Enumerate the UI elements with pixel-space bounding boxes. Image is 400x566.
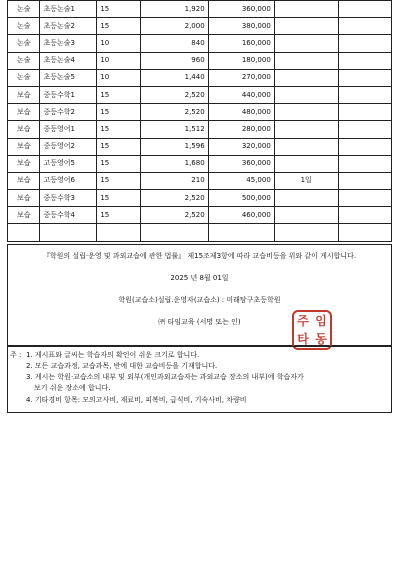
cell-hours: 210 xyxy=(141,172,208,189)
cell-course-type: 보습 xyxy=(8,86,40,103)
table-row xyxy=(8,155,392,172)
cell-hours: 840 xyxy=(141,35,208,52)
cell-period: 15 xyxy=(97,190,141,207)
cell-subject: 중등수학4 xyxy=(40,207,97,224)
table-row xyxy=(8,121,392,138)
seal-char: 동 xyxy=(315,332,327,346)
fee-table xyxy=(7,0,392,242)
cell-note xyxy=(274,69,338,86)
seal-stamp xyxy=(292,310,332,350)
cell-course-type: 논술 xyxy=(8,52,40,69)
cell-hours: 1,596 xyxy=(141,138,208,155)
cell-subject: 초등논술1 xyxy=(40,1,97,18)
cell-period: 15 xyxy=(97,86,141,103)
cell-fee: 160,000 xyxy=(208,35,274,52)
cell-note: 1일 xyxy=(274,172,338,189)
cell-subject: 고등영어5 xyxy=(40,155,97,172)
cell-period: 15 xyxy=(97,138,141,155)
cell-hours: 1,680 xyxy=(141,155,208,172)
cell-extra xyxy=(338,18,391,35)
cell-course-type: 보습 xyxy=(8,172,40,189)
cell-period: 15 xyxy=(97,121,141,138)
seal-char: 임 xyxy=(315,314,327,328)
cell-period: 15 xyxy=(97,155,141,172)
cell-course-type: 보습 xyxy=(8,138,40,155)
table-row xyxy=(8,104,392,121)
cell-fee xyxy=(208,224,274,241)
cell-fee: 360,000 xyxy=(208,155,274,172)
cell-note xyxy=(274,18,338,35)
table-row xyxy=(8,172,392,189)
cell-course-type xyxy=(8,224,40,241)
notes-box xyxy=(7,346,392,413)
cell-extra xyxy=(338,69,391,86)
note-item: 2. 모든 교습과정, 교습과목, 반에 대한 교습비등을 기재합니다. xyxy=(26,362,218,370)
cell-fee: 480,000 xyxy=(208,104,274,121)
cell-course-type: 보습 xyxy=(8,190,40,207)
cell-hours: 2,520 xyxy=(141,104,208,121)
cell-note xyxy=(274,138,338,155)
cell-extra xyxy=(338,207,391,224)
table-row xyxy=(8,18,392,35)
cell-period: 10 xyxy=(97,69,141,86)
cell-hours: 2,520 xyxy=(141,86,208,103)
posting-date: 2025 년 8월 01일 xyxy=(170,274,229,282)
note-item: 보기 쉬운 장소에 합니다. xyxy=(34,384,111,392)
note-item: 3. 게시는 학원·교습소의 내부 및 외부(개인과외교습자는 과외교습 장소의 내부)에 학습자가 xyxy=(26,373,304,381)
cell-fee: 180,000 xyxy=(208,52,274,69)
academy-operator: 학원(교습소)설립.운영자(교습소) : 미래탐구초등학원 xyxy=(118,296,281,304)
cell-note xyxy=(274,35,338,52)
cell-subject: 중등영어1 xyxy=(40,121,97,138)
cell-hours: 2,520 xyxy=(141,207,208,224)
cell-extra xyxy=(338,86,391,103)
cell-extra xyxy=(338,224,391,241)
cell-hours: 2,520 xyxy=(141,190,208,207)
cell-fee: 45,000 xyxy=(208,172,274,189)
cell-extra xyxy=(338,121,391,138)
cell-fee: 380,000 xyxy=(208,18,274,35)
cell-fee: 320,000 xyxy=(208,138,274,155)
cell-subject: 중등수학2 xyxy=(40,104,97,121)
cell-note xyxy=(274,52,338,69)
cell-extra xyxy=(338,35,391,52)
cell-extra xyxy=(338,104,391,121)
cell-period: 15 xyxy=(97,172,141,189)
cell-note xyxy=(274,190,338,207)
cell-course-type: 논술 xyxy=(8,1,40,18)
cell-subject: 초등논술3 xyxy=(40,35,97,52)
cell-extra xyxy=(338,1,391,18)
table-row xyxy=(8,86,392,103)
cell-period: 15 xyxy=(97,207,141,224)
cell-subject: 초등논술2 xyxy=(40,18,97,35)
cell-subject: 중등영어2 xyxy=(40,138,97,155)
table-row xyxy=(8,207,392,224)
cell-period: 15 xyxy=(97,1,141,18)
table-row xyxy=(8,1,392,18)
cell-subject: 고등영어6 xyxy=(40,172,97,189)
cell-note xyxy=(274,155,338,172)
cell-subject: 초등논술4 xyxy=(40,52,97,69)
cell-period: 15 xyxy=(97,18,141,35)
cell-course-type: 보습 xyxy=(8,121,40,138)
cell-hours: 2,000 xyxy=(141,18,208,35)
cell-subject xyxy=(40,224,97,241)
signer-line: ㈜ 타임교육 (서명 또는 인) xyxy=(158,318,241,326)
cell-course-type: 논술 xyxy=(8,18,40,35)
cell-fee: 500,000 xyxy=(208,190,274,207)
cell-hours: 1,440 xyxy=(141,69,208,86)
cell-note xyxy=(274,86,338,103)
table-row xyxy=(8,52,392,69)
cell-hours: 1,512 xyxy=(141,121,208,138)
cell-course-type: 보습 xyxy=(8,104,40,121)
fee-table-body xyxy=(8,1,392,242)
cell-extra xyxy=(338,172,391,189)
cell-note xyxy=(274,207,338,224)
table-row xyxy=(8,138,392,155)
note-item: 4. 기타경비 항목: 모의고사비, 재료비, 피복비, 급식비, 기숙사비, 차량비 xyxy=(26,396,247,404)
cell-subject: 초등논술5 xyxy=(40,69,97,86)
table-row xyxy=(8,69,392,86)
cell-fee: 460,000 xyxy=(208,207,274,224)
cell-subject: 중등수학3 xyxy=(40,190,97,207)
cell-course-type: 보습 xyxy=(8,155,40,172)
law-text: 『학원의 설립·운영 및 과외교습에 관한 법률』 제15조제3항에 따라 교습비등을 위와 같이 게시합니다. xyxy=(42,252,357,260)
cell-note xyxy=(274,121,338,138)
cell-note xyxy=(274,224,338,241)
cell-fee: 280,000 xyxy=(208,121,274,138)
cell-course-type: 논술 xyxy=(8,35,40,52)
cell-extra xyxy=(338,138,391,155)
cell-period: 10 xyxy=(97,35,141,52)
cell-period: 15 xyxy=(97,104,141,121)
seal-char: 주 xyxy=(297,314,309,328)
seal-char: 타 xyxy=(297,332,309,346)
cell-hours: 960 xyxy=(141,52,208,69)
cell-period xyxy=(97,224,141,241)
note-item: 1. 게시표와 글씨는 학습자의 확인이 쉬운 크기로 합니다. xyxy=(26,351,200,359)
cell-note xyxy=(274,1,338,18)
cell-fee: 440,000 xyxy=(208,86,274,103)
cell-extra xyxy=(338,155,391,172)
table-row xyxy=(8,224,392,241)
cell-fee: 270,000 xyxy=(208,69,274,86)
cell-hours: 1,920 xyxy=(141,1,208,18)
cell-fee: 360,000 xyxy=(208,1,274,18)
notes-prefix: 주 : xyxy=(10,351,22,359)
cell-course-type: 논술 xyxy=(8,69,40,86)
cell-hours xyxy=(141,224,208,241)
cell-subject: 중등수학1 xyxy=(40,86,97,103)
cell-course-type: 보습 xyxy=(8,207,40,224)
notice-box xyxy=(7,244,392,346)
table-row xyxy=(8,190,392,207)
cell-note xyxy=(274,104,338,121)
cell-extra xyxy=(338,52,391,69)
cell-period: 10 xyxy=(97,52,141,69)
cell-extra xyxy=(338,190,391,207)
table-row xyxy=(8,35,392,52)
